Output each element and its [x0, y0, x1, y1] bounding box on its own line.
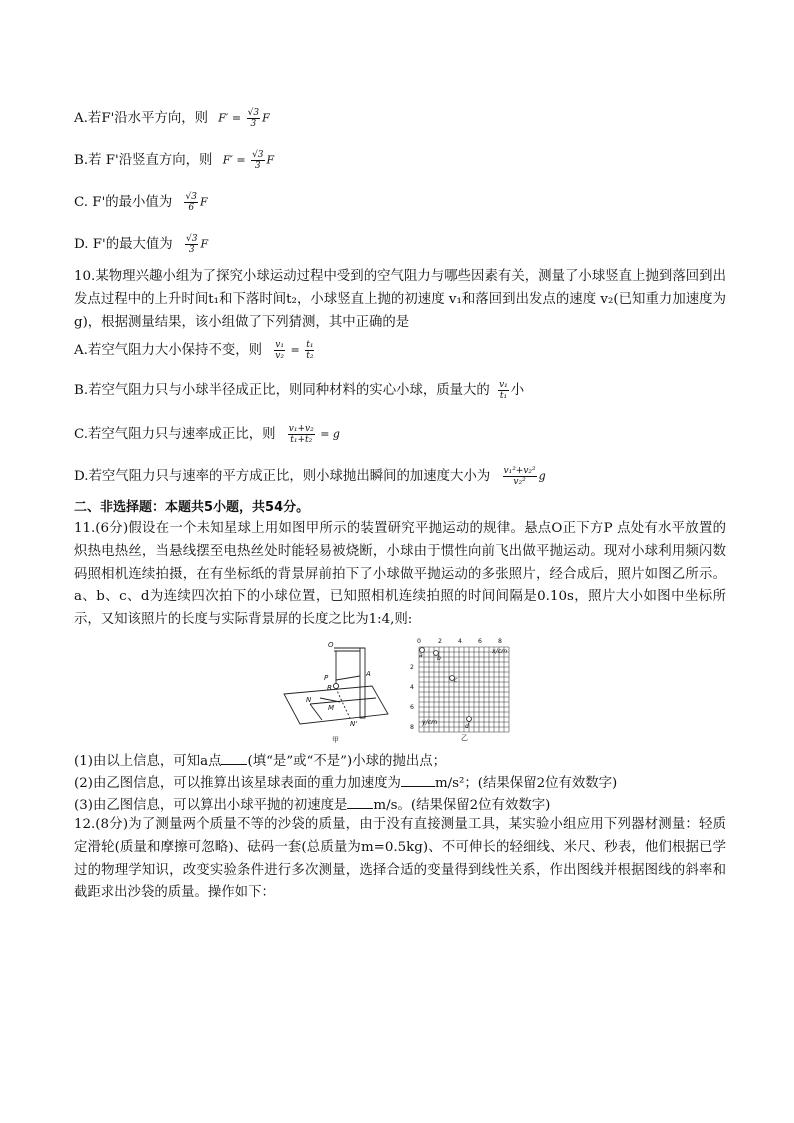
- q10-stem: 10.某物理兴趣小组为了探究小球运动过程中受到的空气阻力与哪些因素有关，测量了小球竖直上抛到落回到出发点过程中的上升时间t₁和下落时间t₂，小球竖直上抛的初速度 v₁和落回到出发点的速度 v₂(已知重力加速度为g)，根据测量结果，该小组做了下列猜测，其中正确的是: [74, 269, 726, 330]
- y-tick-4: 4: [410, 684, 414, 691]
- q10-option-d-formula: $\frac{\text{v₁²+v₂²}}{\text{v₂²}}$ g: [503, 466, 546, 487]
- q10-option-b-formula: $\frac{\text{v₁}}{\text{t₁}}$: [499, 380, 508, 401]
- q9-option-c-formula: $\frac{√3}{6}$ F: [185, 192, 208, 213]
- point-a-label: a: [419, 652, 423, 659]
- answer-blank-3[interactable]: [347, 796, 373, 809]
- label-p: P: [324, 674, 329, 682]
- y-axis-label: y/cm: [422, 719, 438, 726]
- q11-sub3: (3)由乙图信息，可以算出小球平抛的初速度是 m/s。(结果保留2位有效数字): [74, 798, 551, 813]
- figure-yi-caption: 乙: [461, 734, 468, 742]
- point-c-label: c: [454, 677, 458, 684]
- coordinate-grid: [406, 636, 522, 744]
- label-b: B: [327, 684, 332, 692]
- x-tick-8: 8: [498, 638, 502, 645]
- q9-option-c: C. F'的最小值为 $\frac{√3}{6}$ F: [74, 192, 208, 213]
- apparatus-diagram: [280, 632, 390, 744]
- figure-jia: [280, 632, 390, 744]
- x-tick-0: 0: [417, 638, 421, 645]
- q9-option-d-formula: $\frac{√3}{3}$ F: [185, 234, 209, 255]
- label-a: A: [366, 670, 371, 678]
- q11-sub1: (1)由以上信息，可知a点 (填“是”或“不是”)小球的抛出点；: [74, 754, 446, 769]
- label-n: N: [306, 696, 312, 704]
- x-tick-2: 2: [438, 638, 442, 645]
- q10-option-b: B.若空气阻力只与小球半径成正比，则同种材料的实心小球，质量大的 $\frac{\text{v₁}}{\text{t₁}}$ 小: [74, 380, 525, 401]
- q10-option-c-formula: $\frac{\text{v₁+v₂}}{\text{t₁+t₂}}$ = g: [288, 424, 340, 445]
- section-heading: 二、非选择题：本题共5小题，共54分。: [74, 500, 310, 515]
- point-d-label: d: [465, 723, 469, 730]
- y-tick-6: 6: [410, 704, 414, 711]
- x-tick-4: 4: [458, 638, 462, 645]
- figure-jia-caption: 甲: [332, 736, 339, 744]
- x-axis-label: x/cm: [492, 648, 508, 655]
- q10-option-a: A.若空气阻力大小保持不变，则 $\frac{\text{v₁}}{\text{v₂}}$ = $\frac{\text{t₁}}{\text{t₂}}$: [74, 340, 316, 361]
- q9-option-b: B.若 F'沿竖直方向，则 F′ = $\frac{√3}{3}$ F: [74, 150, 275, 171]
- q10-option-c: C.若空气阻力只与速率成正比，则 $\frac{\text{v₁+v₂}}{\text{t₁+t₂}}$ = g: [74, 424, 340, 445]
- answer-blank-1[interactable]: [221, 752, 247, 765]
- q11-stem: 11.(6分)假设在一个未知星球上用如图甲所示的装置研究平抛运动的规律。悬点O正下方P 点处有水平放置的炽热电热丝，当悬线摆至电热丝处时能轻易被烧断，小球由于惯性向前飞出做平抛运动。现对小球利用频闪数码照相机连续拍摄，在有坐标纸的背景屏前拍下了小球做平抛运动的多张照片，经合成后，照片如图乙所示。a、b、c、d为连续四次拍下的小球位置，已知照相机连续拍照的时间间隔是0.10s，照片大小如图中坐标所示，又知该照片的长度与实际背景屏的长度之比为1:4,则:: [74, 521, 726, 628]
- x-tick-6: 6: [478, 638, 482, 645]
- label-o: O: [328, 641, 334, 649]
- answer-blank-2[interactable]: [401, 774, 435, 787]
- q10-option-a-formula: $\frac{\text{v₁}}{\text{v₂}}$ = $\frac{\text{t₁}}{\text{t₂}}$: [275, 340, 314, 361]
- point-b-label: b: [437, 655, 441, 662]
- q12-stem: 12.(8分)为了测量两个质量不等的沙袋的质量，由于没有直接测量工具，某实验小组应用下列器材测量：轻质定滑轮(质量和摩擦可忽略)、砝码一套(总质量为m=0.5kg)、不可伸长的轻细线、米尺、秒表，他们根据已学过的物理学知识，改变实验条件进行多次测量，选择合适的变量得到线性关系，作出图线并根据图线的斜率和截距求出沙袋的质量。操作如下：: [74, 817, 726, 901]
- ball-icon: [333, 683, 338, 688]
- q9-option-a-formula: F′ = $\frac{√3}{3}$ F: [218, 108, 270, 129]
- q9-option-d: D. F'的最大值为 $\frac{√3}{3}$ F: [74, 234, 209, 255]
- q11-sub2: (2)由乙图信息，可以推算出该星球表面的重力加速度为 m/s²；(结果保留2位有效数字): [74, 776, 618, 791]
- q9-option-b-formula: F′ = $\frac{√3}{3}$ F: [222, 150, 275, 171]
- figure-yi: [406, 636, 522, 744]
- y-tick-2: 2: [410, 664, 414, 671]
- point-d: [467, 717, 472, 722]
- label-n-prime: N': [350, 720, 358, 728]
- q9-option-a: A.若F'沿水平方向，则 F′ = $\frac{√3}{3}$ F: [74, 108, 270, 129]
- y-tick-8: 8: [410, 724, 414, 731]
- q10-option-d: D.若空气阻力只与速率的平方成正比，则小球抛出瞬间的加速度大小为 $\frac{\text{v₁²+v₂²}}{\text{v₂²}}$ g: [74, 466, 546, 487]
- label-m: M: [328, 704, 335, 712]
